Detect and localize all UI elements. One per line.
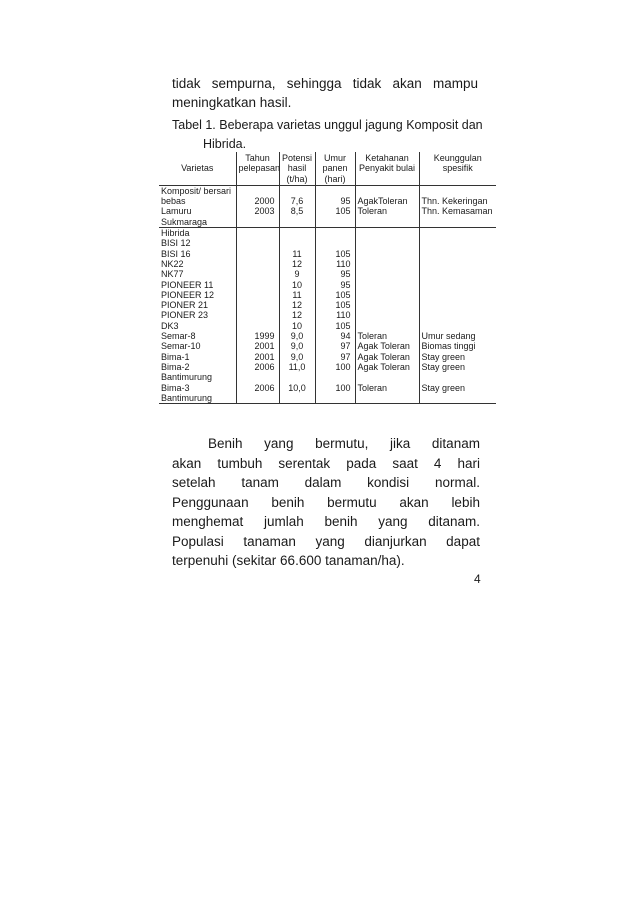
table-cell-ketahanan [355, 310, 419, 320]
table-cell-umur: 105 [315, 290, 355, 300]
table-cell-name: Semar-10 [161, 341, 201, 352]
table-cell-umur: 95 [315, 196, 355, 206]
table-cell-tahun: 2006 [236, 383, 279, 404]
intro-word: tidak [352, 76, 382, 91]
table-cell-ketahanan: Toleran [355, 331, 419, 341]
table-cell-potensi: 12 [279, 310, 315, 320]
table-cell-ketahanan: Toleran [355, 383, 419, 404]
table-cell-name: Bima-3 Bantimurung [161, 382, 213, 403]
paragraph-word: saat [392, 455, 418, 471]
table-cell-empty [419, 185, 496, 196]
table-cell-name: PIONEER 11 [161, 279, 214, 290]
paragraph-word: setelah [172, 475, 216, 490]
table-cell-ketahanan [355, 249, 419, 259]
paragraph-word: jika [390, 436, 411, 451]
caption-line-1: Tabel 1. Beberapa varietas unggul jagung Komposit dan [172, 118, 483, 132]
table-row [159, 383, 496, 404]
caption-line-2: Hibrida. [203, 137, 247, 151]
table-cell-potensi: 9,0 [279, 341, 315, 351]
table-cell-ketahanan: Toleran [355, 206, 419, 216]
table-cell-tahun [236, 249, 279, 259]
paragraph-word: akan [172, 455, 202, 471]
table-cell-ketahanan [355, 269, 419, 279]
table-cell-name: Semar-8 [161, 331, 196, 342]
paragraph-word: bermutu, [315, 436, 369, 451]
table-cell-empty [279, 228, 315, 239]
header-ketahanan: Ketahanan Penyakit bulai [355, 152, 419, 185]
table-cell-ketahanan [355, 238, 419, 248]
table-cell-empty [236, 228, 279, 239]
paragraph-line [172, 454, 480, 474]
table-cell-keunggulan: Stay green [419, 352, 496, 362]
paragraph-word: yang [315, 533, 345, 549]
table-cell-empty [355, 185, 419, 196]
table-cell-name: NK77 [161, 269, 184, 280]
paragraph-word: Penggunaan [172, 494, 249, 510]
intro-text [172, 74, 478, 112]
intro-word: mampu [432, 76, 478, 91]
table-cell-tahun [236, 217, 279, 228]
table-row [159, 290, 496, 300]
table-row [159, 280, 496, 290]
table-cell-umur: 105 [315, 206, 355, 216]
table-cell-keunggulan: Biomas tinggi [419, 341, 496, 351]
paragraph-line [172, 434, 480, 454]
header-varietas: Varietas [181, 163, 214, 174]
table-cell-empty [315, 185, 355, 196]
paragraph-word: hari [457, 455, 480, 471]
table-cell-tahun [236, 300, 279, 310]
table-cell-name: BISI 12 [161, 238, 191, 249]
table-cell-empty [236, 185, 279, 196]
table-cell-keunggulan [419, 238, 496, 248]
table-row [159, 206, 496, 216]
table-cell-name: PIONEER 12 [161, 289, 215, 300]
table-cell-umur: 95 [315, 280, 355, 290]
table-cell-umur: 97 [315, 352, 355, 362]
table-cell-name: NK22 [161, 258, 184, 269]
paragraph-line [172, 532, 480, 552]
table-cell-name: DK3 [161, 320, 179, 331]
table-cell-tahun [236, 290, 279, 300]
table-row [159, 331, 496, 341]
paragraph-line [172, 551, 480, 571]
table-cell-tahun [236, 321, 279, 331]
intro-word: akan [392, 76, 422, 91]
table-cell-potensi: 10 [279, 321, 315, 331]
table-cell-ketahanan [355, 280, 419, 290]
table-cell-potensi: 10 [279, 280, 315, 290]
table-cell-potensi: 11 [279, 290, 315, 300]
paragraph-word: jumlah [264, 514, 304, 529]
table-cell-empty [355, 228, 419, 239]
paragraph-word: tanam [241, 475, 279, 490]
table-caption [172, 116, 492, 154]
header-tahun: Tahun pelepasan [236, 152, 279, 185]
header-umur: Umur panen (hari) [315, 152, 355, 185]
intro-line-2: meningkatkan hasil. [172, 95, 292, 110]
table-cell-keunggulan [419, 217, 496, 228]
table-cell-potensi [279, 238, 315, 248]
table-cell-keunggulan [419, 249, 496, 259]
table-cell-ketahanan [355, 259, 419, 269]
table-row [159, 321, 496, 331]
group-label: Komposit/ bersari [161, 185, 232, 196]
table-cell-keunggulan [419, 321, 496, 331]
table-cell-umur: 97 [315, 341, 355, 351]
table-cell-tahun: 2000 [236, 196, 279, 206]
table-cell-potensi [279, 217, 315, 228]
group-label: Hibrida [161, 228, 190, 239]
table-header-row [159, 152, 496, 185]
table-cell-umur: 105 [315, 300, 355, 310]
table-row [159, 300, 496, 310]
table-cell-keunggulan [419, 310, 496, 320]
table-cell-name: bebas [161, 196, 186, 207]
table-cell-umur: 100 [315, 362, 355, 383]
paragraph-word: 4 [433, 455, 442, 471]
table-cell-ketahanan [355, 321, 419, 331]
header-potensi: Potensi hasil (t/ha) [279, 152, 315, 185]
group-label-row [159, 185, 496, 196]
intro-word: sempurna, [211, 76, 276, 91]
table-cell-keunggulan: Thn. Kekeringan [419, 196, 496, 206]
table-cell-keunggulan [419, 269, 496, 279]
table-cell-potensi: 9 [279, 269, 315, 279]
table-cell-keunggulan: Stay green [419, 362, 496, 383]
table-row [159, 238, 496, 248]
table-cell-empty [315, 228, 355, 239]
table-cell-keunggulan [419, 290, 496, 300]
table-cell-umur [315, 217, 355, 228]
table-cell-tahun: 1999 [236, 331, 279, 341]
paragraph-word: yang [264, 436, 294, 451]
table-cell-umur: 105 [315, 321, 355, 331]
paragraph-word: dianjurkan [364, 533, 427, 549]
table-cell-name: PIONER 23 [161, 310, 209, 321]
table-cell-name: Bima-2 Bantimurung [161, 361, 213, 383]
table-cell-umur [315, 238, 355, 248]
table-cell-name: PIONER 21 [161, 300, 209, 311]
table-cell-ketahanan: Agak Toleran [355, 362, 419, 383]
paragraph-word: benih [324, 514, 358, 529]
table-row [159, 249, 496, 259]
table-row [159, 362, 496, 383]
table-row [159, 259, 496, 269]
table-cell-tahun: 2006 [236, 362, 279, 383]
table-cell-tahun: 2003 [236, 206, 279, 216]
table-cell-umur: 95 [315, 269, 355, 279]
table-row [159, 217, 496, 228]
paragraph-word: dapat [446, 533, 480, 549]
table-cell-name: Sukmaraga [161, 216, 208, 227]
paragraph-word: tumbuh [217, 455, 263, 471]
table-cell-tahun [236, 280, 279, 290]
page-number: 4 [474, 572, 481, 586]
table-cell-keunggulan: Umur sedang [419, 331, 496, 341]
table-row [159, 269, 496, 279]
paragraph-word: dalam [304, 475, 342, 490]
table-cell-potensi: 12 [279, 300, 315, 310]
paragraph-word: normal. [434, 475, 480, 490]
table-cell-name: BISI 16 [161, 248, 191, 259]
paragraph-word: bermutu [327, 494, 377, 510]
paragraph-word: ditanam. [428, 514, 480, 529]
table-cell-name: Lamuru [161, 206, 192, 217]
body-paragraph [172, 434, 480, 571]
table-cell-keunggulan: Stay green [419, 383, 496, 404]
paragraph-word: yang [378, 514, 408, 529]
intro-word: sehingga [286, 76, 342, 91]
table-cell-tahun: 2001 [236, 341, 279, 351]
table-cell-ketahanan [355, 300, 419, 310]
paragraph-word: pada [346, 455, 377, 471]
table-cell-ketahanan: Agak Toleran [355, 352, 419, 362]
varieties-table [159, 152, 496, 404]
table-cell-potensi: 11 [279, 249, 315, 259]
table-cell-potensi: 8,5 [279, 206, 315, 216]
paragraph-word: tanaman [243, 533, 296, 549]
table-cell-umur: 94 [315, 331, 355, 341]
paragraph-word: serentak [278, 455, 331, 471]
paragraph-word: Benih [208, 436, 243, 451]
table-cell-potensi: 11,0 [279, 362, 315, 383]
table-cell-tahun [236, 238, 279, 248]
header-keunggulan: Keunggulan spesifik [419, 152, 496, 185]
table-cell-potensi: 10,0 [279, 383, 315, 404]
table-cell-ketahanan: AgakToleran [355, 196, 419, 206]
table-cell-tahun [236, 259, 279, 269]
table-cell-umur: 105 [315, 249, 355, 259]
table-cell-keunggulan [419, 280, 496, 290]
paragraph-word: akan [399, 494, 429, 510]
intro-word: tidak [172, 76, 201, 91]
table-cell-tahun [236, 310, 279, 320]
table-cell-umur: 110 [315, 310, 355, 320]
paragraph-word: lebih [451, 494, 480, 510]
table-cell-keunggulan [419, 259, 496, 269]
table-cell-empty [419, 228, 496, 239]
paragraph-word: terpenuhi (sekitar 66.600 tanaman/ha). [172, 553, 405, 568]
paragraph-line [172, 512, 480, 532]
paragraph-line [172, 493, 480, 513]
paragraph-word: benih [271, 494, 305, 510]
table-row [159, 310, 496, 320]
table-cell-tahun [236, 269, 279, 279]
table-cell-potensi: 9,0 [279, 331, 315, 341]
table-cell-ketahanan [355, 217, 419, 228]
table-cell-potensi: 12 [279, 259, 315, 269]
table-cell-keunggulan [419, 300, 496, 310]
intro-line-1 [172, 74, 478, 93]
table-cell-potensi: 7,6 [279, 196, 315, 206]
table-cell-umur: 100 [315, 383, 355, 404]
table-cell-ketahanan [355, 290, 419, 300]
paragraph-line [172, 473, 480, 493]
table-cell-empty [279, 185, 315, 196]
table-cell-name: Bima-1 [161, 351, 190, 362]
paragraph-word: kondisi [367, 475, 410, 490]
group-label-row [159, 228, 496, 239]
table-cell-potensi: 9,0 [279, 352, 315, 362]
paragraph-word: Populasi [172, 533, 224, 549]
paragraph-word: ditanam [431, 436, 480, 451]
table-row [159, 341, 496, 351]
table-cell-umur: 110 [315, 259, 355, 269]
table-cell-ketahanan: Agak Toleran [355, 341, 419, 351]
table-cell-keunggulan: Thn. Kemasaman [419, 206, 496, 216]
table-cell-tahun: 2001 [236, 352, 279, 362]
table-row [159, 352, 496, 362]
table-row [159, 196, 496, 206]
paragraph-word: menghemat [172, 514, 244, 529]
